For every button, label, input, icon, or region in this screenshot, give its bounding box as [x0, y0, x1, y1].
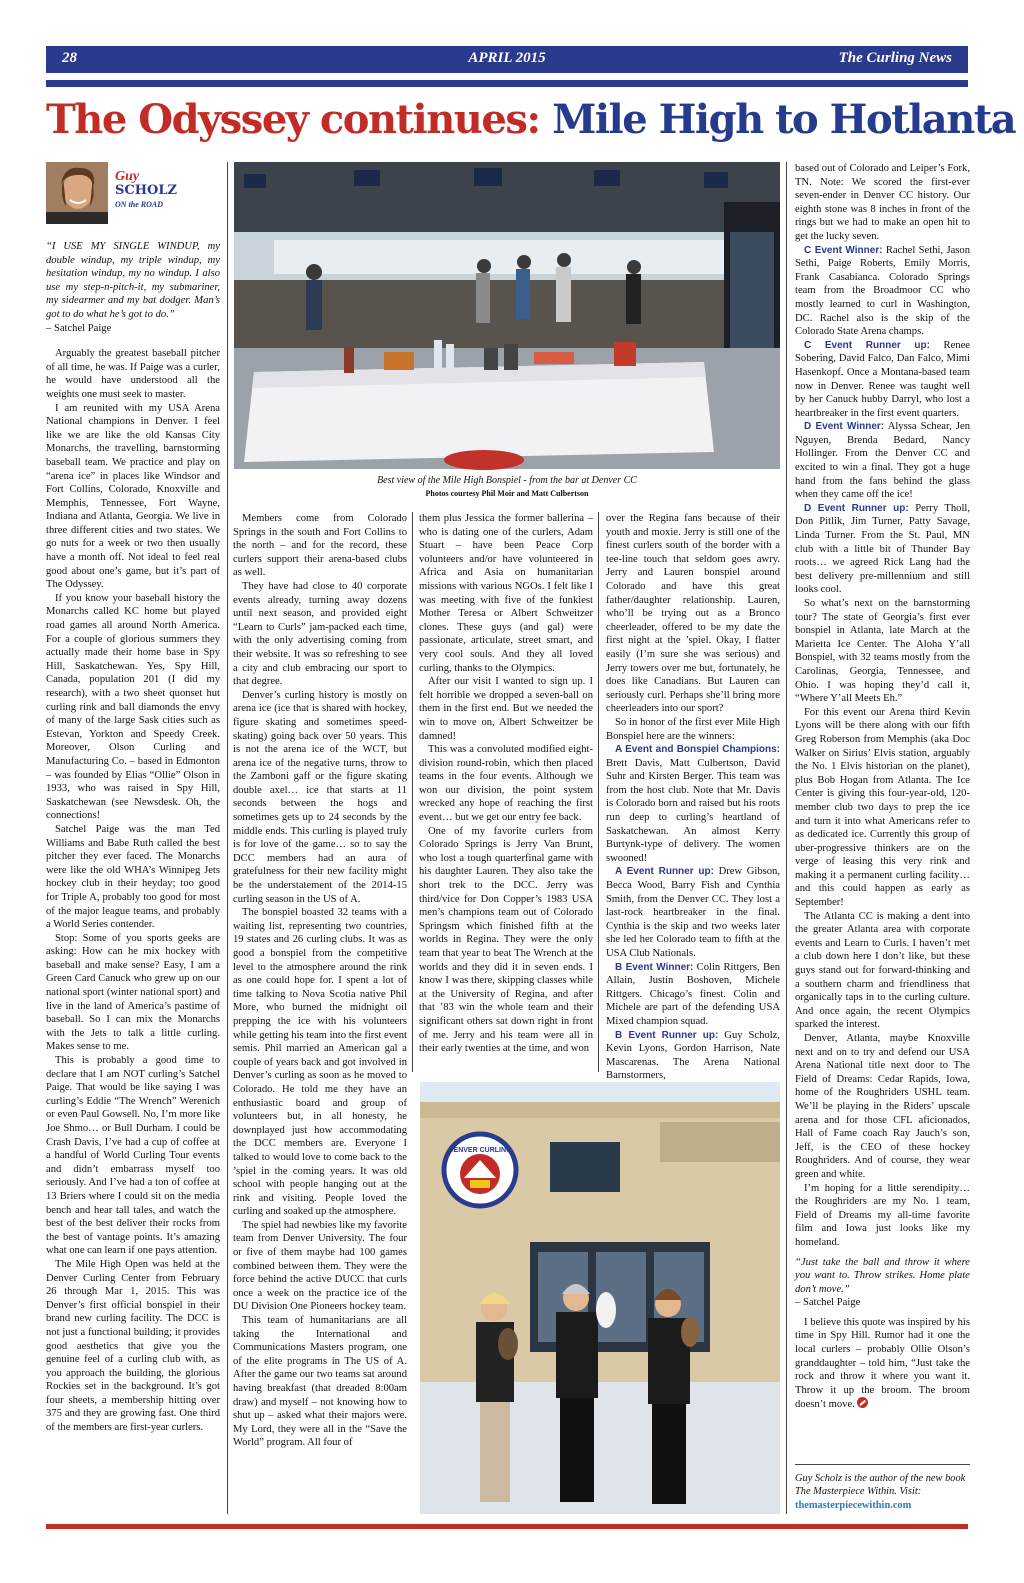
winner-text: Rachel Sethi, Jason Sethi, Paige Roberts, Emily Morris, Frank Casabianca. Colorado Springs team from the Broadmoor CC who mostly learned to curl in Washington, DC. Rachel also is the skip of the Colorado State Arena champs. — [795, 244, 970, 338]
body-paragraph: based out of Colorado and Leiper’s Fork, TN. Note: We scored the first-ever seven-ender in Denver CC history. Our eighth stone was 8 inches in front of the rings but we had to make an open hit to get the lucky seven. — [795, 163, 970, 242]
page-header-bar — [46, 46, 968, 73]
article-column-3 — [419, 512, 593, 1074]
bonspiel-bar-photo — [234, 162, 780, 469]
body-paragraph: them plus Jessica the former ballerina – who is dating one of the curlers, Adam Stuart – have been Peace Corp volunteers and/or have volunteered in Africa and Asia on humanitarian missions with various NGOs. I felt like I was meeting with five of the funkiest Mother Teresa or Albert Schweitzer clones. These guys (and gal) were passionate, articulate, street smart, and very cool souls. And they all loved curling, thanks to the Olympics. — [419, 513, 593, 674]
winner-text: Perry Tholl, Don Pitlik, Jim Turner, Patty Savage, Linda Turner. From the St. Paul, MN club with a little bit of Thunder Bay roots… we agreed Rick Lang had the best delivery pre-millennium and still looks cool. — [795, 502, 970, 596]
body-paragraph: Members come from Colorado Springs in the south and Fort Collins to the north – and for the record, these curlers support their arena-based clubs as well. — [233, 513, 407, 579]
body-paragraph: This is probably a good time to declare that I am NOT curling’s Satchel Paige. That would be like saying I was curling’s Eddie “The Wrench” Werenich or even Paul Gowsell. No, I’m more like Joe Shmo… or Bull Durham. I could be Crash Davis, I’ve had a cup of coffee at a handful of World Curling Tour events and didn’t embarrass myself too seriously. And I’ve had a ton of coffee at 13 Briers where I could sit on the media bench and hear tall tales, and watch the best of the best deliver their rocks from the best of vantage points. It’s amazing what one can learn if one pays attention. — [46, 1055, 220, 1257]
header-rule — [46, 80, 968, 87]
article-column-5 — [795, 162, 970, 1468]
byline-column-name: ON the ROAD — [115, 200, 164, 209]
author-website-link[interactable]: themasterpiecewithin.com — [795, 1499, 912, 1511]
body-paragraph: Denver, Atlanta, maybe Knoxville next and on to try and defend our USA Arena National title next door to The Field of Dreams: Cedar Rapids, Iowa, home of the Roughriders USHL team. We’ll be playing in the Riders’ upscale arena and for those CFL aficionados, Hall of Fame coach Ray Jauch’s son, Jeff, is the CEO of these hockey Roughriders. And of course, they wear green and white. — [795, 1033, 970, 1180]
winner-entry — [795, 502, 970, 597]
article-column-2 — [233, 512, 407, 1514]
body-paragraph: Satchel Paige was the man Ted Williams and Babe Ruth called the best pitcher they ever faced. The Monarchs were like the old WHA’s Winnipeg Jets hockey club in their heyday; too good for Triple A, probably too good for most of the major league teams, and probably a World Series contender. — [46, 823, 220, 931]
footer-rule — [46, 1524, 968, 1529]
body-paragraph: This team of humanitarians are all taking the International and Communications Masters program, one of the elite programs in The US of A. After the game our two teams sat around having breakfast (that dreaded 8:00am draw) and myself – not knowing how to shut up – asked what their majors were. My Lord, they were all in the “Save the World” program. All four of — [233, 1315, 407, 1449]
winner-label: A Event and Bonspiel Champions: — [615, 744, 780, 756]
body-paragraph: The Mile High Open was held at the Denver Curling Center from February 26 through Mar 1, 2015. This was Denver’s first official bonspiel in their brand new curling facility. The DCC is not just a functional building; it provides good aesthetics that give you the genuine feel of a curling club with, as you approach the building, the glorious Rockies set in the background. It’s got four sheets, a membership hitting over 375 and they are growing fast. One third of the members are first-year curlers. — [46, 1258, 220, 1434]
body-paragraph: Denver’s curling history is mostly on arena ice (ice that is shared with hockey, figure skating and sometimes speed-skating) going back over 50 years. This is not the arena ice of the WCT, but arena ice of the negative turns, throw to the Zamboni gaff or the figure skating double axel… ice that starts at 11 seconds between the hogs and sometimes gets up to 24 seconds by the middle ends. This curling is played truly is for love of the game… so to say the DCC members had an aura of gratefulness for their new facility might be the understatement of the 2014-15 curling season in the US of A. — [233, 689, 407, 905]
winner-text: Drew Gibson, Becca Wood, Barry Fish and Cynthia Smith, from the Denver CC. They lost a last-rock heartbreaker in the final. Cynthia is the skip and two weeks later she led her Colorado team to fifth at the USA Club Nationals. — [606, 866, 781, 959]
winner-label: D Event Winner: — [804, 421, 885, 433]
winner-text: Guy Scholz, Kevin Lyons, Gordon Harrison, Nate Mascarenas. The Arena National Barnstormers, — [606, 1029, 780, 1082]
winner-text: Renee Sobering, David Falco, Dan Falco, Mimi Hasenkopf. Once a Montana-based team now in Denver. Renee was taught well by her Canuck hubby Darryl, who lost a heartbreaker in the first event quarters. — [795, 339, 970, 419]
body-paragraph: I am reunited with my USA Arena National champions in Denver. I feel like we are like the old Kansas City Monarchs, the travelling, barnstorming baseball team. We practice and play on “arena ice” in places like Windsor and Fort Collins, Colorado, Knoxville and Memphis, Tennessee, Fort Wayne, Indiana and Atlanta, Georgia. We live in three different cities and two states. We go nuts for a week or two then usually have a month off. Not ideal to feel real good about one’s game, but it’s part of The Odyssey. — [46, 402, 220, 591]
winner-text: Brett Davis, Matt Culbertson, David Suhr and Kirsten Berger. This team was from the host club. Note that Mr. Davis is Colorado born and raised but his roots run deep to curling’s heartland of Saskatchewan. An almost Kerry Burtynk-type of delivery. The women swooned! — [606, 757, 780, 864]
byline — [115, 170, 177, 212]
signoff-divider — [795, 1464, 970, 1465]
winner-text: Alyssa Schear, Jen Nguyen, Brenda Bedard, Nancy Hollinger. From the Denver CC and excited to win a final. They got a huge hand from the fans behind the glass when they came off the ice! — [795, 421, 970, 501]
signoff-text: Guy Scholz is the author of the new book The Masterpiece Within. Visit: — [795, 1473, 966, 1498]
author-portrait — [46, 162, 108, 224]
winner-text: Colin Rittgers, Ben Allain, Justin Boshoven, Michele Rittgers. Chicago’s finest. Colin and Michele are part of the defending USA Mixed champion squad. — [606, 961, 781, 1027]
headline-part2: Mile High to Hotlanta — [552, 96, 1016, 143]
column-divider — [227, 162, 228, 1514]
sign-text: DENVER CURLING — [448, 1147, 512, 1154]
winner-entry — [606, 743, 780, 865]
winner-entry — [606, 1029, 780, 1083]
body-paragraph: I’m hoping for a little serendipity… the Roughriders are my No. 1 team, Field of Dreams my all-time favorite film and Iowa just looks like my homeland. — [795, 1182, 970, 1248]
photo-caption-text: Best view of the Mile High Bonspiel - from the bar at Denver CC — [377, 475, 637, 486]
article-column-4 — [606, 512, 781, 1082]
winner-label: C Event Winner: — [804, 244, 883, 256]
body-paragraph: One of my favorite curlers from Colorado Springs is Jerry Van Brunt, who lost a tough quarterfinal game with his daughter Lauren. They also take the short trek to the DCC. Jerry was third/vice for Don Copper’s 1983 USA men’s champions team out of Colorado Springsm which finished fifth at the worlds in Regina. They were the only team that year to beat The Wrench at the worlds and they did it in seven ends. I know I was there, skipping classes while at the University of Regina, and after that ’83 win the whole team and their significant others sat down right in front of me. Jerry and his team were all in their early twenties at the time, and won — [419, 825, 593, 1055]
winner-entry — [606, 865, 780, 960]
publication-name: The Curling News — [838, 50, 952, 66]
body-paragraph: So what’s next on the barnstorming tour? The state of Georgia’s first ever bonspiel in Atlanta, late March at the Marietta Ice Center. The Aloha Y’all Bonspiel, with 32 teams mostly from the Carolinas, Georgia, Tennessee, and Ohio. I was hoping they’d call it, “Where Y’all Meets Eh.” — [795, 598, 970, 705]
opening-quote: “I USE MY SINGLE WINDUP, my double windup, my triple windup, my hesitation windup, my no windup. I also use my step-n-pitch-it, my submariner, my sidearmer and my bat dodger. Man’s got to do what he’s got to do.” — [46, 241, 220, 320]
column-divider — [412, 512, 413, 1072]
closing-paragraph — [795, 1316, 970, 1412]
photo-caption — [234, 474, 780, 500]
denver-curling-exterior-photo — [420, 1082, 780, 1514]
winner-label: B Event Runner up: — [615, 1029, 719, 1041]
article-column-1 — [46, 240, 220, 1514]
issue-date: APRIL 2015 — [468, 50, 546, 66]
closing-quote-attribution: – Satchel Paige — [795, 1297, 861, 1309]
winner-label: A Event Runner up: — [615, 866, 714, 878]
body-paragraph: Arguably the greatest baseball pitcher of all time, he was. If Paige was a curler, he would have understood all the weights one must seek to master. — [46, 348, 220, 400]
column-divider — [598, 512, 599, 1072]
body-paragraph: They have had close to 40 corporate events already, turning away dozens until next season, and provided eight “Learn to Curls” jam-packed each time, with the only advertising coming from their website. It was so refreshing to see a city and club embracing our sport to that degree. — [233, 580, 407, 688]
headline-part1: The Odyssey continues: — [46, 96, 540, 143]
byline-last-name: SCHOLZ — [115, 183, 177, 198]
page-number: 28 — [62, 50, 77, 66]
end-mark-icon — [857, 1397, 868, 1408]
author-signoff — [795, 1472, 970, 1512]
body-paragraph: The Atlanta CC is making a dent into the greater Atlanta area with corporate events and Learn to Curls. I haven’t met a club down here I don’t like, but these guys stand out for forward-thinking and a southern charm and friendliness that organically taps in to the curling culture. And once again, the recent Olympics sparked the interest. — [795, 910, 970, 1031]
body-paragraph: The spiel had newbies like my favorite team from Denver University. The four or five of them maybe had 100 games combined between them. They were the force behind the active DUCC that curls once a week on the practice ice of the DU Division One Pioneers hockey team. — [233, 1219, 407, 1313]
winner-entry — [795, 339, 970, 421]
body-paragraph: over the Regina fans because of their youth and moxie. Jerry is still one of the finest curlers south of the border with a tee-line touch that seldom goes awry. Jerry and Lauren bonspiel around Colorado and have this great father/daughter relationship. Lauren, who’ll be trying out as a Bronco cheerleader, offered to be my date the first night at the ’spiel. Okay, I flatter easily (I’m sure she was serious) and Jerry towers over me but, fortunately, he does like Canadians. But Lauren can seriously curl. Perhaps she’ll bring more cheerleaders into our sport? — [606, 513, 780, 715]
body-paragraph: If you know your baseball history the Monarchs called KC home but played road games all around North America. For a couple of glorious summers they actually made their home base in Spy Hill, Saskatchewan. Yes, Spy Hill, Canada, population 201 (I did my research), with a two sheet quonset hut curling rink and ball diamonds the envy of many of the large Sask cities such as Estevan, Yorkton and Speedy Creek. Moreover, Olson Curling and Manufacturing Co. – based in Edmonton – was founded by Elias “Ollie” Olson in 1933, who was raised in Spy Hill, Saskatchewan (see Newsdesk. Oh, the connections! — [46, 592, 220, 822]
byline-first-name: Guy — [115, 169, 140, 184]
winner-entry — [606, 961, 780, 1029]
headline — [46, 96, 1016, 143]
opening-quote-attribution: – Satchel Paige — [46, 322, 112, 334]
closing-quote: “Just take the ball and throw it where you want to. Throw strikes. Home plate don’t move.” — [795, 1256, 970, 1295]
body-paragraph: Stop: Some of you sports geeks are asking: How can he mix hockey with baseball and make sense? Easy, I am a Green Card Canuck who grew up on our national sport (winter national sport) and live in the land of America’s pastime of baseball. So I can mix the Monarchs with the Jets to talk a little curling. Makes sense to me. — [46, 932, 220, 1053]
column-divider — [786, 162, 787, 1514]
body-paragraph: This was a convoluted modified eight-division round-robin, which then placed teams in the four events. Although we won our division, the point system wrecked any hope of reaching the first event… but we get our entry fee back. — [419, 744, 593, 824]
winner-label: D Event Runner up: — [804, 502, 909, 514]
photo-credit: Photos courtesy Phil Moir and Matt Culbertson — [425, 489, 589, 498]
closing-text: I believe this quote was inspired by his time in Spy Hill. Rumor had it one the local curlers – probably Ollie Olson’s granddaughter – told him, “Just take the rock and throw it where you want it. Throw it up the broom. The broom doesn’t move. — [795, 1316, 970, 1411]
winner-entry — [795, 420, 970, 502]
body-paragraph: The bonspiel boasted 32 teams with a waiting list, representing two countries, 19 states and 26 curling clubs. It was as good a bonspiel from the competitive level to the atmosphere around the rink as one could hope for. I spent a lot of time talking to Nova Scotia native Phil More, who burned the midnight oil prepping the ice with his volunteers while getting his team into the first event semis. Phil married an American gal a couple of years back and got involved in Denver’s curling as soon as he moved to Colorado. He told me they have an enthusiastic board and group of volunteers but, in all honesty, he downplayed just how accommodating the DCC members are. Everyone I talked to would love to come back to the ’spiel in the coming years. It was old school with people hanging out at the rink and visiting. People loved the curling and soaked up the atmosphere. — [233, 907, 407, 1218]
winner-label: C Event Runner up: — [804, 339, 930, 351]
body-paragraph: For this event our Arena third Kevin Lyons will be there along with our fifth Greg Roberson from Memphis (aka Doc Walker on Sirius’ Elvis station, arguably the No. 1 Elvis historian on the planet), plus Bob Hogan from Atlanta. The Ice Center is giving this four-year-old, 120-member club two days to prep the ice and turn it into what Americans refer to as dedicated ice. Currently this group of uber-progressive thinkers are on the verge of leasing this very rink and making it a permanent curling facility… and this could happen as early as September! — [795, 706, 970, 909]
winner-entry — [795, 244, 970, 339]
winner-label: B Event Winner: — [615, 961, 694, 973]
body-paragraph: After our visit I wanted to sign up. I felt horrible we dropped a seven-ball on them in the first end. But we needed the win to move on, Albert Schweitzer be damned! — [419, 676, 593, 742]
body-paragraph: So in honor of the first ever Mile High Bonspiel here are the winners: — [606, 716, 780, 742]
